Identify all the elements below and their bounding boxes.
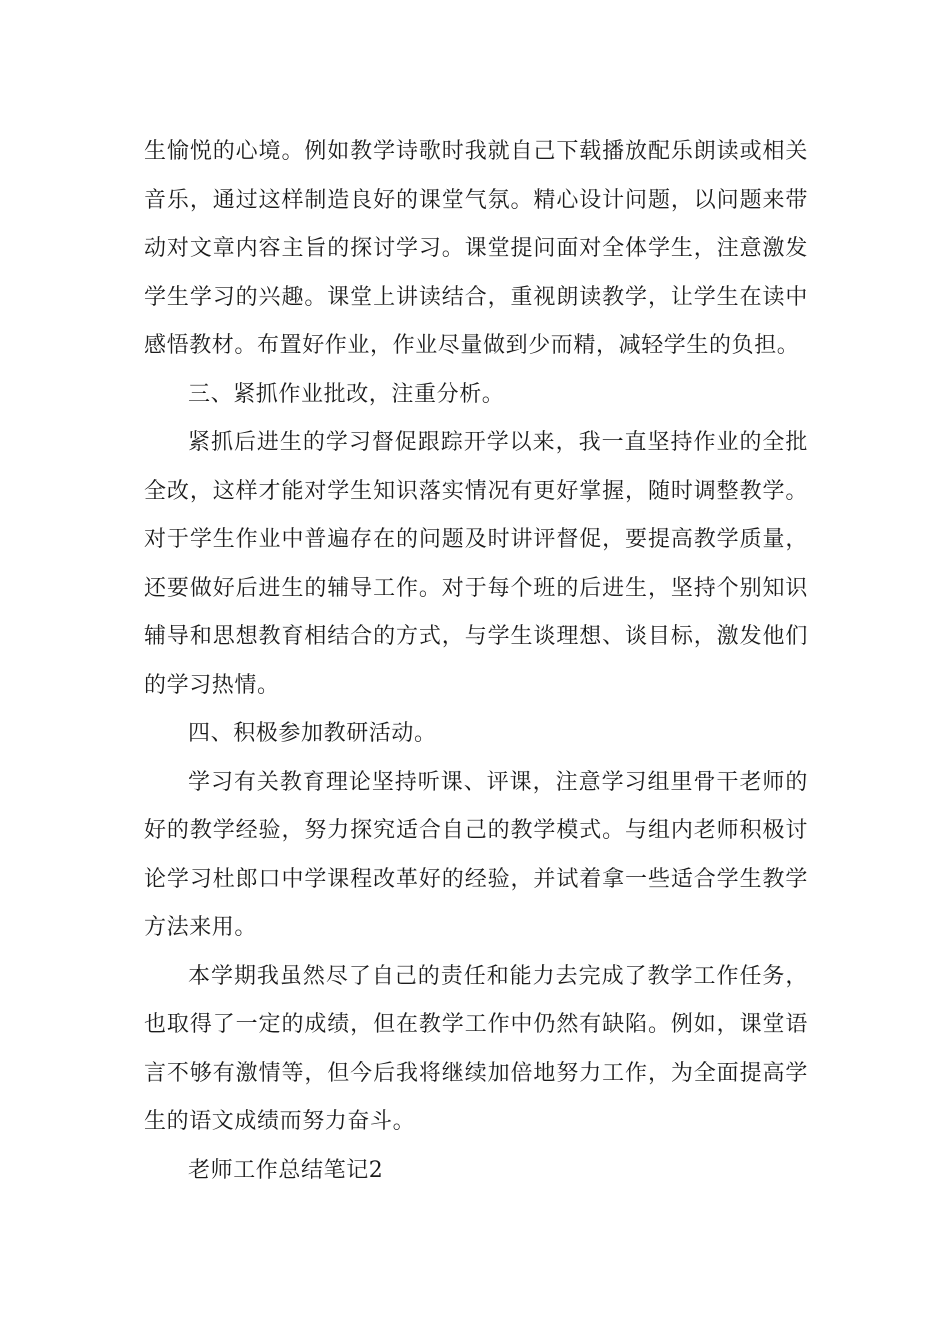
next-title: 老师工作总结笔记2 — [188, 1157, 384, 1183]
paragraph-continuation: 生愉悦的心境。例如教学诗歌时我就自己下载播放配乐朗读或相关音乐，通过这样制造良好的课堂气氛。精心设计问题，以问题来带动对文章内容主旨的探讨学习。课堂提问面对全体学生，注意激发学生学习的兴趣。课堂上讲读结合，重视朗读教学，让学生在读中感悟教材。布置好作业，作业尽量做到少而精，减轻学生的负担。 — [144, 139, 808, 358]
paragraph-summary: 本学期我虽然尽了自己的责任和能力去完成了教学工作任务，也取得了一定的成绩，但在教学工作中仍然有缺陷。例如，课堂语言不够有激情等，但今后我将继续加倍地努力工作，为全面提高学生的语文成绩而努力奋斗。 — [144, 963, 808, 1134]
section-heading-three: 三、紧抓作业批改，注重分析。 — [188, 381, 505, 407]
section-heading-four: 四、积极参加教研活动。 — [188, 721, 437, 746]
paragraph-homework: 紧抓后进生的学习督促跟踪开学以来，我一直坚持作业的全批全改，这样才能对学生知识落实情况有更好掌握，随时调整教学。对于学生作业中普遍存在的问题及时讲评督促，要提高教学质量，还要做好后进生的辅导工作。对于每个班的后进生，坚持个别知识辅导和思想教育相结合的方式，与学生谈理想、谈目标，激发他们的学习热情。 — [144, 430, 808, 698]
paragraph-research: 学习有关教育理论坚持听课、评课，注意学习组里骨干老师的好的教学经验，努力探究适合自己的教学模式。与组内老师积极讨论学习杜郎口中学课程改革好的经验，并试着拿一些适合学生教学方法来用。 — [144, 769, 808, 940]
document-body — [144, 128, 808, 1195]
